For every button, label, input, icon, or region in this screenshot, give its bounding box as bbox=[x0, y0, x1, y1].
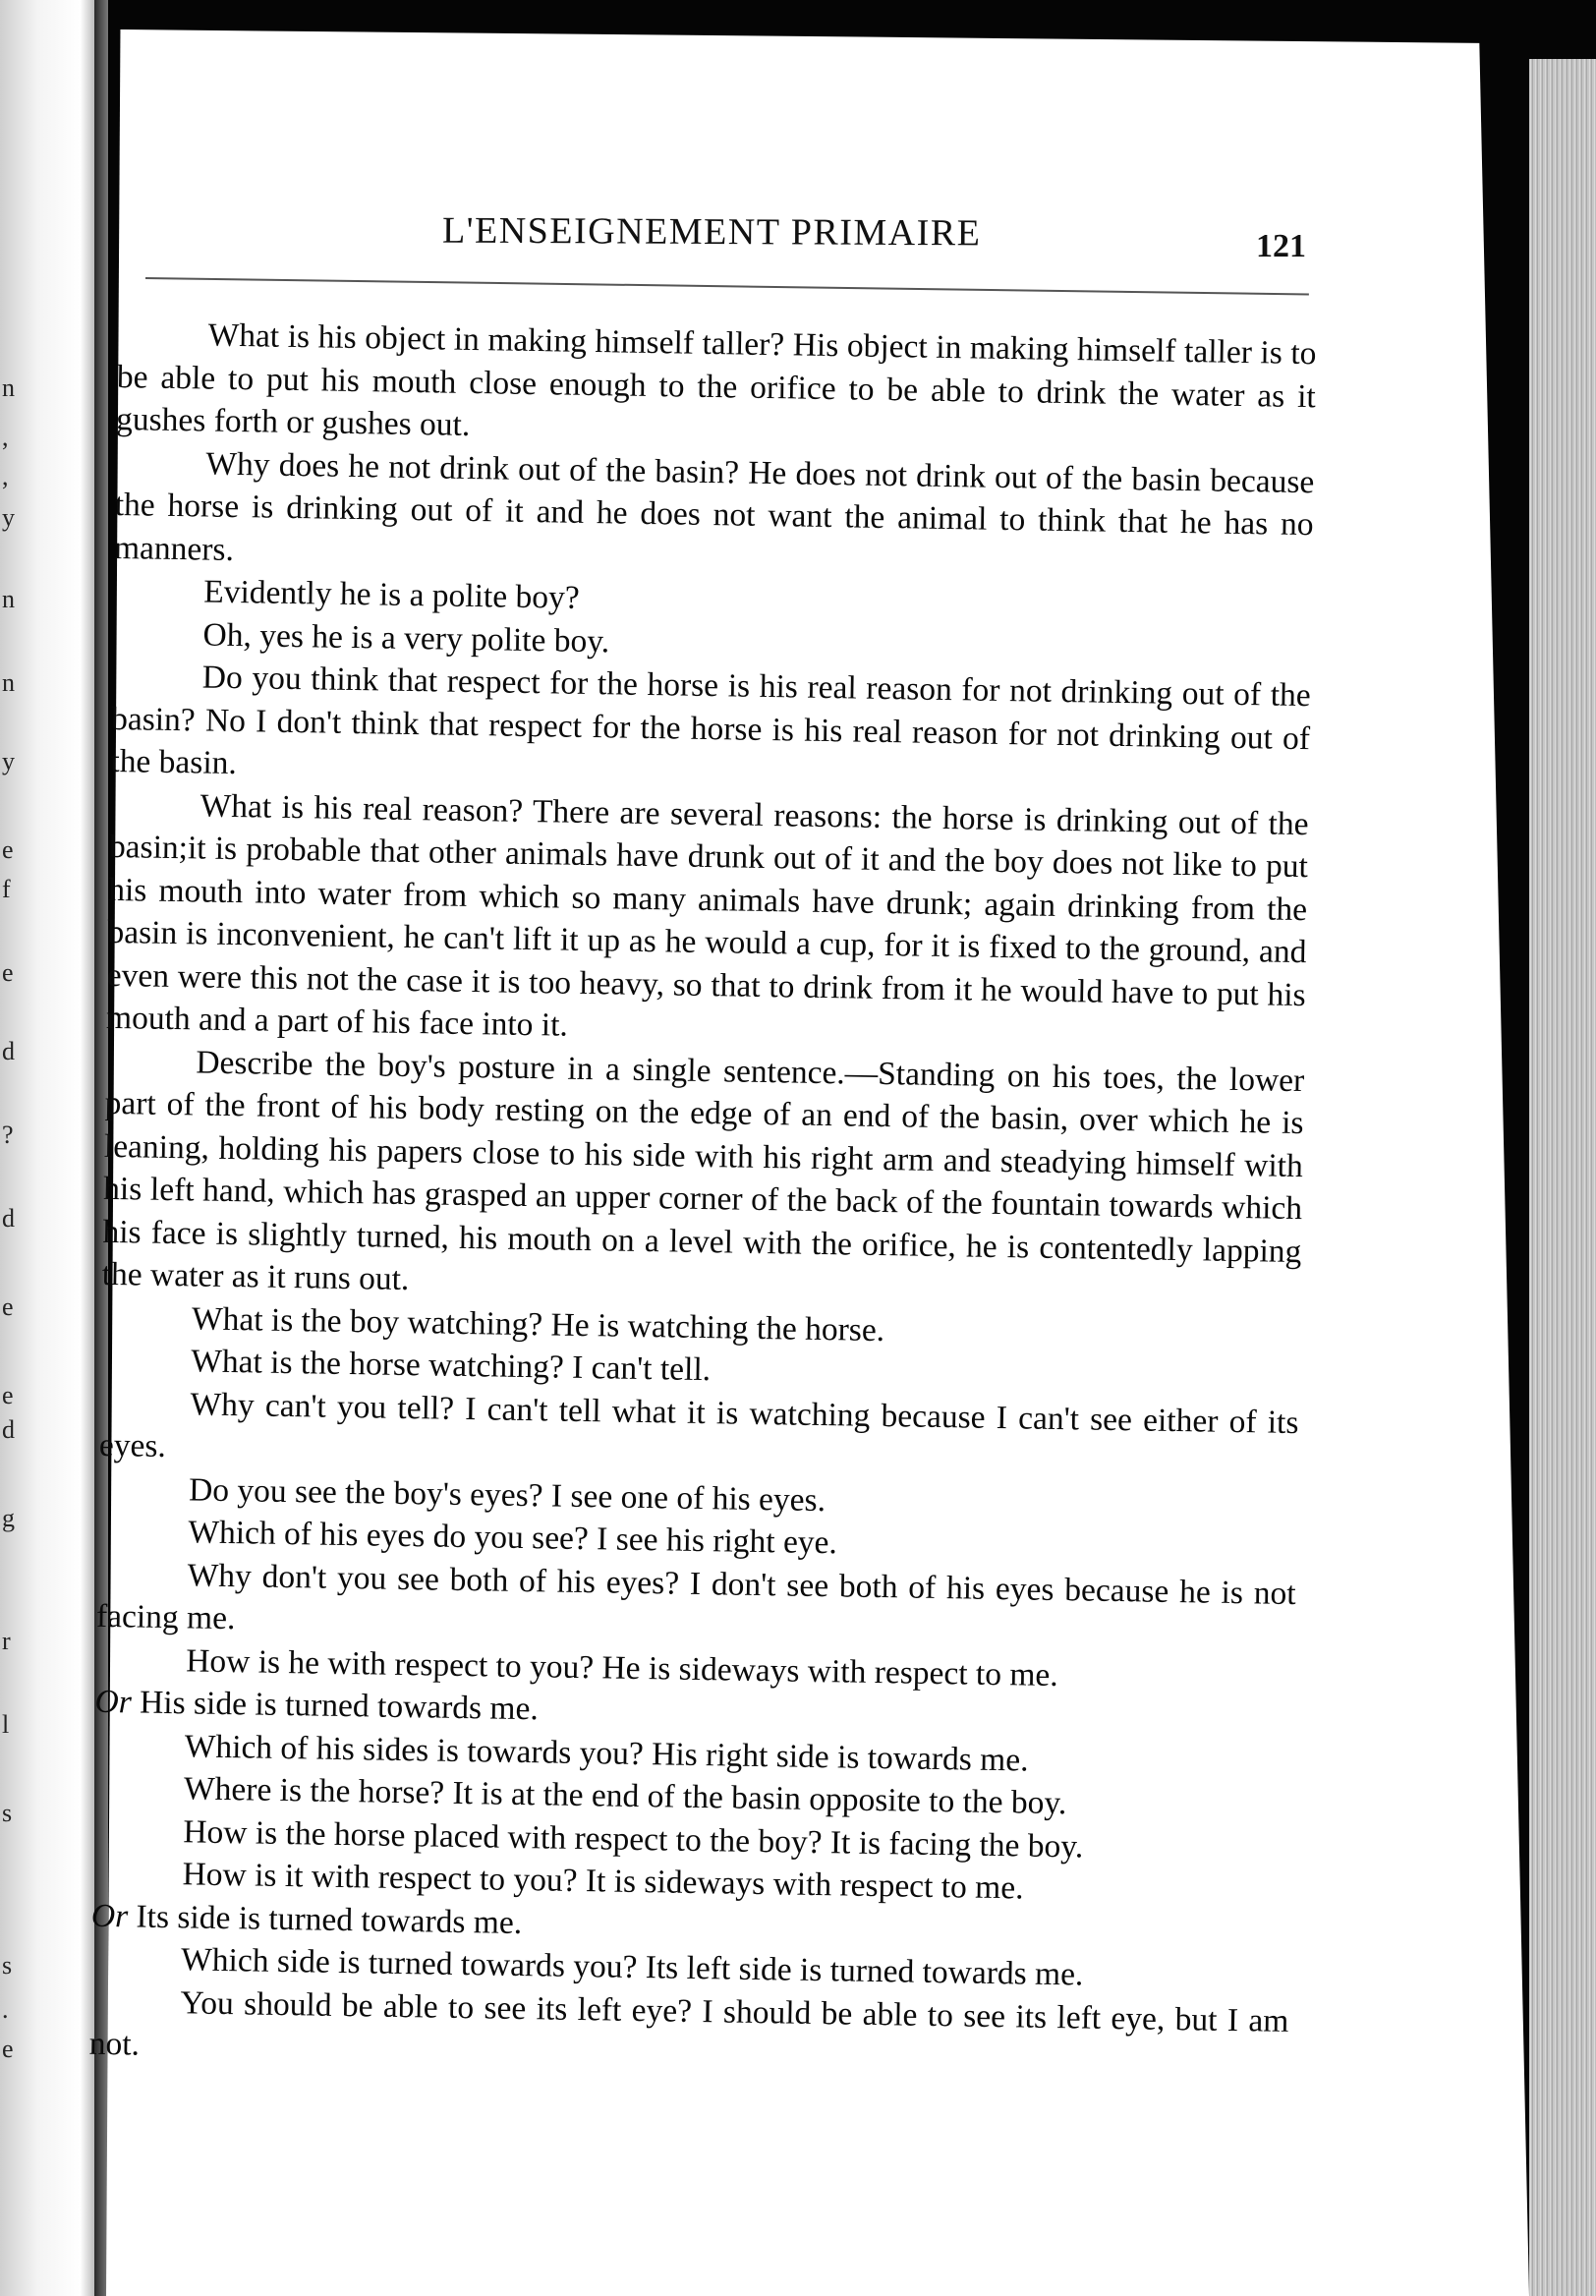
running-head: L'ENSEIGNEMENT PRIMAIRE bbox=[441, 209, 982, 255]
facing-page-fragment: e bbox=[2, 1292, 14, 1321]
facing-page-fragment: d bbox=[2, 1204, 15, 1233]
paragraph: What is his real reason? There are several reasons: the horse is drinking out of the basin;it is probable that other animals have drunk out of it and the boy does not like to put his mouth into water from which so many animals have drunk; again drinking from the basin is inconvenient, he can't lift it up as he would a cup, for it is fixed to the ground, and even were this not the case it is too heavy, so that to drink from it he would have to put his mouth and a part of his face into it. bbox=[105, 786, 1309, 1044]
facing-page-fragment: e bbox=[2, 958, 14, 987]
page-edge-block bbox=[1529, 59, 1596, 2296]
facing-page-fragment: , bbox=[2, 423, 9, 451]
paragraph: Which of his eyes do you see? I see his right eye. bbox=[188, 1514, 838, 1562]
paragraph: How is the horse placed with respect to the boy? It is facing the boy. bbox=[183, 1812, 1084, 1865]
paragraph: What is the boy watching? He is watching the horse. bbox=[191, 1299, 885, 1349]
paragraph: What is the horse watching? I can't tell. bbox=[191, 1343, 712, 1389]
page-number: 121 bbox=[1256, 228, 1306, 264]
paragraph: Evidently he is a polite boy? bbox=[202, 573, 580, 616]
facing-page-fragment: e bbox=[2, 2035, 14, 2063]
paragraph: Do you see the boy's eyes? I see one of his eyes. bbox=[188, 1470, 826, 1519]
or-text: His side is turned towards me. bbox=[131, 1684, 540, 1728]
paragraph: Oh, yes he is a very polite boy. bbox=[202, 615, 610, 660]
body-text bbox=[88, 313, 1316, 2085]
paragraph: Describe the boy's posture in a single sentence.—Standing on his toes, the lower part of the front of his body resting on the edge of an end of the basin, over which he is leaning, holding his papers close to his side with his right arm and steadying himself with his left hand, which has grasped an upper corner of the back of the fountain towards which his face is slightly turned, his mouth on a level with the orifice, he is contentedly lapping the water as it runs out. bbox=[101, 1043, 1305, 1298]
facing-page-fragment: g bbox=[2, 1504, 15, 1532]
facing-page-fragment: e bbox=[2, 1381, 14, 1409]
paragraph: Why does he not drink out of the basin? He does not drink out of the basin because the horse is drinking out of it and he does not want the animal to think that he has no manners. bbox=[113, 445, 1315, 568]
paragraph: Do you think that respect for the horse is his real reason for not drinking out of the basin? No I don't think that respect for the horse is his real reason for not drinking out of the basin. bbox=[110, 659, 1312, 782]
or-text: Its side is turned towards me. bbox=[127, 1897, 523, 1941]
facing-page-fragment: f bbox=[2, 875, 11, 903]
paragraph: What is his object in making himself taller? His object in making himself taller is to be able to put his mouth close enough to the orifice to be able to drink the water as it gushes forth or gushes out. bbox=[115, 316, 1317, 443]
or-label: Or bbox=[94, 1683, 133, 1721]
or-label: Or bbox=[90, 1897, 129, 1934]
facing-page-fragment: s bbox=[2, 1951, 13, 1980]
facing-page-fragment: e bbox=[2, 835, 14, 864]
facing-page-fragment: n bbox=[2, 373, 15, 402]
paragraph: Which side is turned towards you? Its left side is turned towards me. bbox=[180, 1941, 1084, 1993]
facing-page-fragment: y bbox=[2, 747, 15, 775]
paragraph: Why can't you tell? I can't tell what it is watching because I can't see either of its eyes. bbox=[98, 1385, 1299, 1464]
facing-page-fragment: . bbox=[2, 1995, 9, 2024]
paragraph: You should be able to see its left eye? I should be able to see its left eye, but I am not. bbox=[88, 1983, 1289, 2063]
facing-page-edge bbox=[0, 0, 94, 2296]
facing-page-fragment: n bbox=[2, 668, 15, 697]
paragraph: Where is the horse? It is at the end of the basin opposite to the boy. bbox=[183, 1770, 1067, 1822]
facing-page-fragment: y bbox=[2, 503, 15, 532]
facing-page-fragment: d bbox=[2, 1415, 15, 1444]
paragraph: Why don't you see both of his eyes? I don't see both of his eyes because he is not facing me. bbox=[95, 1556, 1296, 1637]
facing-page-fragment: ? bbox=[2, 1120, 14, 1149]
facing-page-fragment: , bbox=[2, 462, 9, 490]
facing-page-fragment: n bbox=[2, 585, 15, 613]
paragraph: Which of his sides is towards you? His right side is towards me. bbox=[184, 1727, 1029, 1779]
paragraph-main: How is he with respect to you? He is sideways with respect to me. bbox=[185, 1641, 1059, 1693]
paragraph-main: How is it with respect to you? It is sideways with respect to me. bbox=[182, 1856, 1024, 1907]
facing-page-fragment: d bbox=[2, 1037, 15, 1065]
facing-page-fragment: r bbox=[2, 1627, 11, 1655]
facing-page-fragment: s bbox=[2, 1799, 13, 1827]
facing-page-fragment: l bbox=[2, 1710, 10, 1739]
